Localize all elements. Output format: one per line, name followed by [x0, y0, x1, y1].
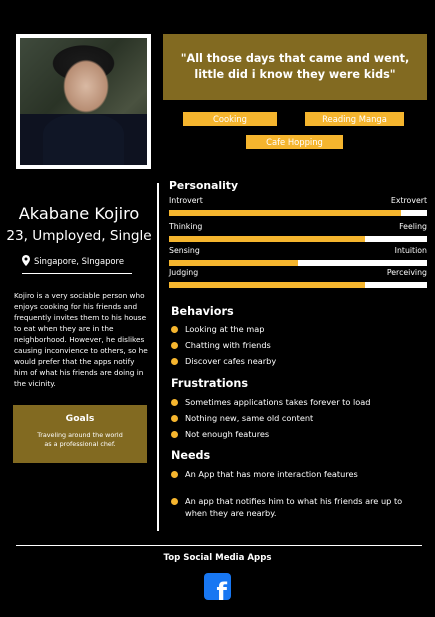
behavior-item — [171, 355, 421, 367]
location-text: Singapore, SIngapore — [34, 255, 124, 266]
behavior-text: Discover cafes nearby — [185, 356, 277, 366]
trait-right-label: Extrovert — [390, 196, 427, 205]
personality-title: Personality — [169, 179, 238, 192]
bullet-icon — [171, 498, 178, 505]
profile-photo-frame — [16, 34, 151, 169]
bullet-icon — [171, 326, 178, 333]
goals-box — [13, 405, 147, 463]
trait-judging-perceiving — [169, 268, 427, 288]
behavior-text: Looking at the map — [185, 324, 265, 334]
quote-box — [163, 34, 427, 100]
bullet-icon — [171, 471, 178, 478]
bullet-icon — [171, 342, 178, 349]
trait-left-label: Judging — [169, 268, 199, 277]
horizontal-divider — [16, 545, 422, 546]
frustrations-title: Frustrations — [171, 377, 248, 390]
trait-bar-fill — [169, 210, 401, 216]
behavior-text: Chatting with friends — [185, 340, 271, 350]
persona-name: Akabane Kojiro — [18, 204, 140, 223]
bullet-icon — [171, 358, 178, 365]
trait-introvert-extrovert — [169, 196, 427, 216]
trait-bar-fill — [169, 260, 298, 266]
persona-details: 23, Umployed, Single — [6, 228, 152, 244]
bullet-icon — [171, 431, 178, 438]
trait-right-label: Perceiving — [386, 268, 427, 277]
behavior-item — [171, 339, 421, 351]
location-underline — [22, 273, 132, 274]
persona-bio: Kojiro is a very sociable person who enjoys cooking for his friends and frequently invites them to his house to eat when they are in the neighborhood. However, he dislikes causing inconvience to others, so he would prefer that the apps notify him of what his friends are doing in the vicinity. — [14, 291, 148, 388]
location-pin-icon — [22, 255, 30, 266]
interest-tag-cooking: Cooking — [183, 112, 277, 126]
trait-sensing-intuition — [169, 246, 427, 266]
need-text: An app that notifies him to what his friends are up to when they are nearby. — [185, 496, 403, 519]
trait-bar — [169, 282, 427, 288]
trait-left-label: Introvert — [169, 196, 203, 205]
trait-left-label: Sensing — [169, 246, 200, 255]
behavior-item — [171, 323, 421, 335]
trait-bar-fill — [169, 282, 365, 288]
trait-right-label: Intuition — [394, 246, 427, 255]
behaviors-title: Behaviors — [171, 305, 234, 318]
goals-text: Traveling around the world as a professional chef. — [37, 431, 123, 449]
trait-bar — [169, 210, 427, 216]
frustration-text: Not enough features — [185, 429, 270, 439]
facebook-icon[interactable]: f — [204, 573, 231, 600]
interest-tag-cafe-hopping: Cafe Hopping — [246, 135, 343, 149]
trait-bar-fill — [169, 236, 365, 242]
vertical-divider — [157, 183, 159, 531]
trait-bar — [169, 236, 427, 242]
bullet-icon — [171, 415, 178, 422]
profile-photo — [20, 38, 147, 165]
trait-thinking-feeling — [169, 222, 427, 242]
social-media-title: Top Social Media Apps — [163, 553, 272, 563]
need-item — [171, 468, 421, 480]
bullet-icon — [171, 399, 178, 406]
frustration-text: Nothing new, same old content — [185, 413, 314, 423]
frustration-item — [171, 428, 421, 440]
trait-bar — [169, 260, 427, 266]
trait-right-label: Feeling — [399, 222, 427, 231]
needs-title: Needs — [171, 449, 211, 462]
need-text: An App that has more interaction features — [185, 469, 358, 479]
need-item — [171, 495, 421, 520]
quote-text: "All those days that came and went, little did i know they were kids" — [180, 51, 410, 81]
frustration-item — [171, 396, 421, 408]
interest-tag-reading-manga: Reading Manga — [305, 112, 404, 126]
trait-left-label: Thinking — [169, 222, 203, 231]
goals-title: Goals — [65, 413, 95, 424]
frustration-text: Sometimes applications takes forever to load — [185, 397, 371, 407]
location — [22, 255, 124, 266]
frustration-item — [171, 412, 421, 424]
